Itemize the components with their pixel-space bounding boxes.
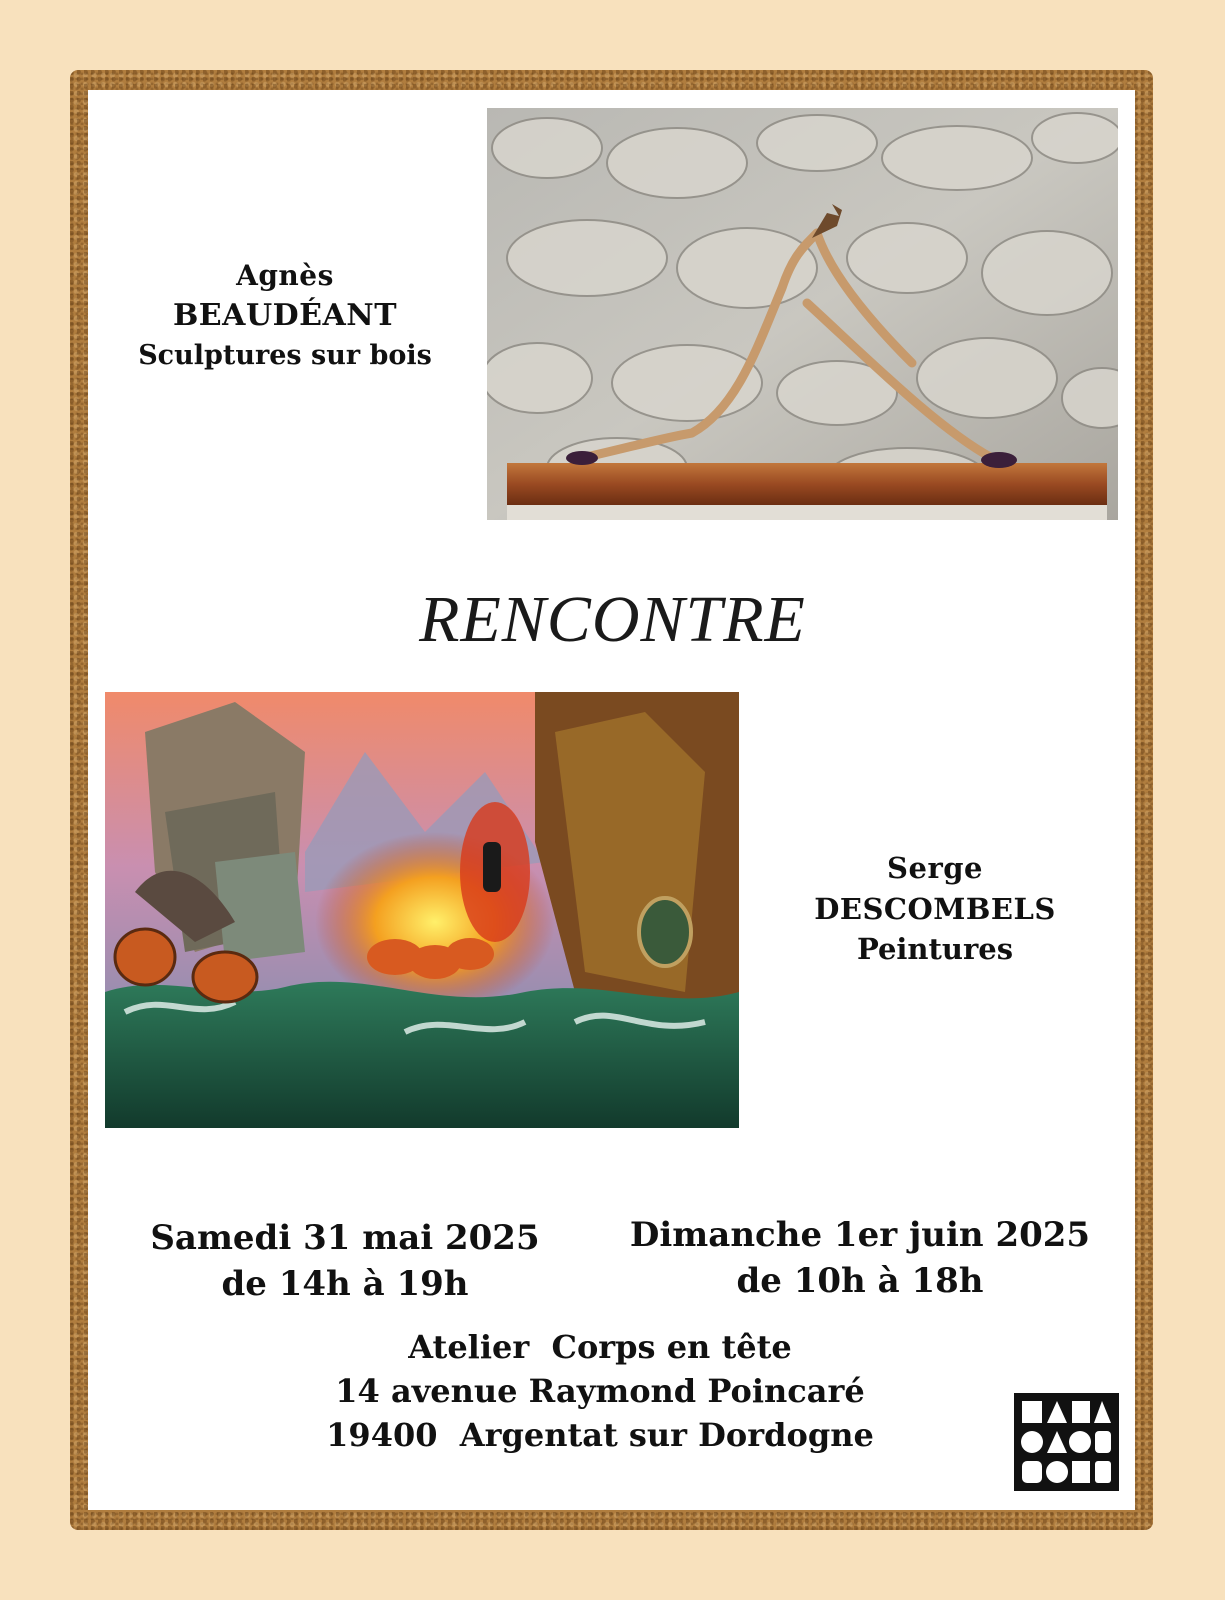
artist-1-first-name: Agnès bbox=[236, 259, 334, 292]
artist-1-last-name: BEAUDÉANT bbox=[172, 298, 398, 334]
page-title: RENCONTRE bbox=[419, 583, 806, 656]
date-day: Dimanche 1er juin 2025 bbox=[629, 1215, 1091, 1255]
painting-photo bbox=[105, 692, 739, 1128]
atelier-logo-icon bbox=[1014, 1393, 1119, 1491]
artist-2-medium: Peintures bbox=[856, 932, 1014, 967]
atelier-logo bbox=[1014, 1393, 1119, 1491]
venue-city: 19400 Argentat sur Dordogne bbox=[326, 1416, 874, 1455]
artist-2-first-name: Serge bbox=[887, 851, 983, 885]
artist-2-last-name: DESCOMBELS bbox=[814, 891, 1056, 926]
date-hours: de 14h à 19h bbox=[221, 1263, 469, 1304]
venue-street: 14 avenue Raymond Poincaré bbox=[335, 1372, 865, 1411]
sculpture-photo-art bbox=[487, 108, 1118, 520]
date-block-saturday bbox=[110, 1216, 580, 1308]
artist-1-medium: Sculptures sur bois bbox=[138, 340, 432, 372]
date-block-sunday bbox=[600, 1213, 1120, 1305]
venue-address bbox=[280, 1325, 920, 1457]
artist-2-block bbox=[790, 848, 1080, 970]
date-hours: de 10h à 18h bbox=[736, 1260, 984, 1301]
sculpture-photo bbox=[487, 108, 1118, 520]
venue-name: Atelier Corps en tête bbox=[408, 1328, 792, 1366]
painting-photo-art bbox=[105, 692, 739, 1128]
date-day: Samedi 31 mai 2025 bbox=[150, 1218, 540, 1258]
artist-1-block bbox=[120, 256, 450, 375]
